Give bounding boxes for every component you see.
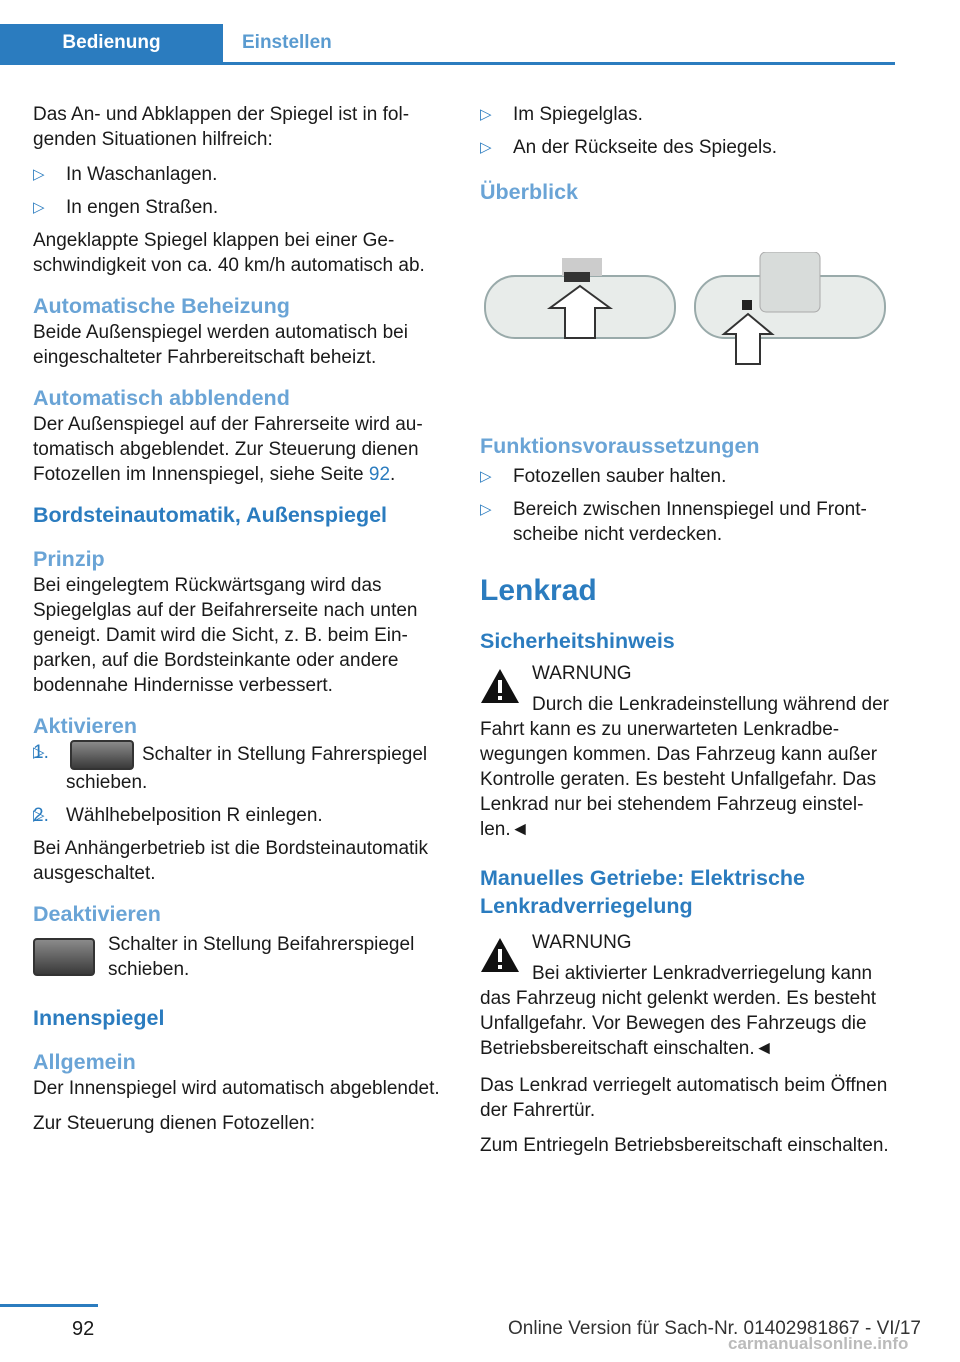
entriegeln-text: Zum Entriegeln Betriebsbereitschaft einschalten. xyxy=(480,1135,889,1156)
allgemein-text: Der Innenspiegel wird automatisch abgeblendet. xyxy=(33,1078,440,1099)
heading-beheizung: Automatische Beheizung xyxy=(33,294,290,318)
list-item: ▷ Im Spiegelglas. xyxy=(480,102,898,127)
tab-bedienung[interactable]: Bedienung xyxy=(0,24,223,62)
prinzip-text: Bei eingelegtem Rückwärtsgang wird das Spiegelglas auf der Beifahrerseite nach unten geneigt. Damit wird die Sicht, z. B. beim Einparken, auf die Bordsteinkante oder andere bodennahe Hindernisse verbessert. xyxy=(33,575,418,696)
heading-abblendend: Automatisch abblendend xyxy=(33,386,290,410)
watermark: carmanualsonline.info xyxy=(728,1334,909,1353)
mirror-switch-icon xyxy=(70,740,134,770)
step-1 xyxy=(33,740,453,795)
step-text: Wählhebelposition R einlegen. xyxy=(66,805,323,826)
heading-aktivieren: Aktivieren xyxy=(33,714,137,738)
steuerung-text: Zur Steuerung dienen Fotozellen: xyxy=(33,1113,316,1134)
list-item: ▷ Bereich zwischen Innenspiegel und Frontscheibe nicht verdecken. xyxy=(480,497,898,547)
heading-manuell: Manuelles Getriebe: Elektrische Lenkradverriegelung xyxy=(480,866,806,918)
beheizung-text: Beide Außenspiegel werden automatisch bei eingeschalteter Fahrbereitschaft beheizt. xyxy=(33,322,408,368)
list-item: ▷ In engen Straßen. xyxy=(33,195,453,220)
step-text: Schalter in Stellung Fahrerspiegel schieben. xyxy=(66,744,428,793)
warning-text: Durch die Lenkradeinstellung während der Fahrt kann es zu unerwarteten Lenkradbewegungen kommen. Das Fahrzeug kann außer Kontrolle geraten. Es besteht Unfallgefahr. Das Lenkrad nur bei stehendem Fahrzeug einstellen.◄ xyxy=(480,694,890,840)
heading-lenkrad: Lenkrad xyxy=(480,574,597,607)
warning-label: WARNUNG xyxy=(532,663,632,684)
heading-prinzip: Prinzip xyxy=(33,547,105,571)
warning-1 xyxy=(480,661,898,842)
anhaenger-text: Bei Anhängerbetrieb ist die Bordsteinautomatik ausgeschaltet. xyxy=(33,838,429,884)
deaktivieren-text: Schalter in Stellung Beifahrerspiegel schieben. xyxy=(108,934,415,980)
list-item: ▷ Fotozellen sauber halten. xyxy=(480,464,898,489)
deaktivieren-block xyxy=(33,932,453,984)
intro-text: Das An- und Abklappen der Spiegel ist in folgenden Situationen hilfreich: xyxy=(33,104,410,150)
warning-label: WARNUNG xyxy=(532,932,632,953)
page-number: 92 xyxy=(72,1318,95,1340)
heading-bordstein: Bordsteinautomatik, Außenspiegel xyxy=(33,503,388,527)
footer-rule xyxy=(0,1304,98,1307)
list-item: ▷ An der Rückseite des Spiegels. xyxy=(480,135,898,160)
heading-innenspiegel: Innenspiegel xyxy=(33,1006,165,1030)
mirror-illustration xyxy=(480,252,900,402)
header-tabs xyxy=(0,24,895,65)
page-link[interactable]: 92 xyxy=(368,464,391,485)
verriegelt-text: Das Lenkrad verriegelt automatisch beim Öffnen der Fahrertür. xyxy=(480,1075,888,1121)
tab-einstellen[interactable]: Einstellen xyxy=(242,32,332,53)
right-column xyxy=(480,102,898,1168)
left-column xyxy=(33,102,453,1146)
warning-icon xyxy=(480,667,520,705)
abblendend-body: Der Außenspiegel auf der Fahrerseite wird automatisch abgeblendet. Zur Steuerung dienen Fotozellen im Innenspiegel, siehe Seite xyxy=(33,414,423,485)
angeklappt-text: Angeklappte Spiegel klappen bei einer Geschwindigkeit von ca. 40 km/h automatisch ab. xyxy=(33,230,425,276)
heading-sicherheit: Sicherheitshinweis xyxy=(480,629,675,653)
step-number: ▷ 2. xyxy=(33,805,49,826)
online-version: Online Version für Sach-Nr. 01402981867 - VI/17 xyxy=(508,1318,921,1339)
warning-icon xyxy=(480,936,520,974)
heading-ueberblick: Überblick xyxy=(480,180,578,204)
heading-funktion: Funktionsvoraussetzungen xyxy=(480,434,760,458)
abblendend-text: Der Außenspiegel auf der Fahrerseite wird automatisch abgeblendet. Zur Steuerung dienen Fotozellen im Innenspiegel, siehe Seite 92. xyxy=(33,414,423,485)
warning-text: Bei aktivierter Lenkradverriegelung kann das Fahrzeug nicht gelenkt werden. Es besteht Unfallgefahr. Vor Bewegen des Fahrzeugs die Betriebsbereitschaft einschalten.◄ xyxy=(480,963,877,1059)
mirror-switch-icon xyxy=(33,938,95,976)
heading-allgemein: Allgemein xyxy=(33,1050,136,1074)
list-item: ▷ In Waschanlagen. xyxy=(33,162,453,187)
warning-2 xyxy=(480,930,898,1061)
step-number: ▷ 1. xyxy=(33,742,49,763)
heading-deaktivieren: Deaktivieren xyxy=(33,902,161,926)
step-2 xyxy=(33,803,453,828)
